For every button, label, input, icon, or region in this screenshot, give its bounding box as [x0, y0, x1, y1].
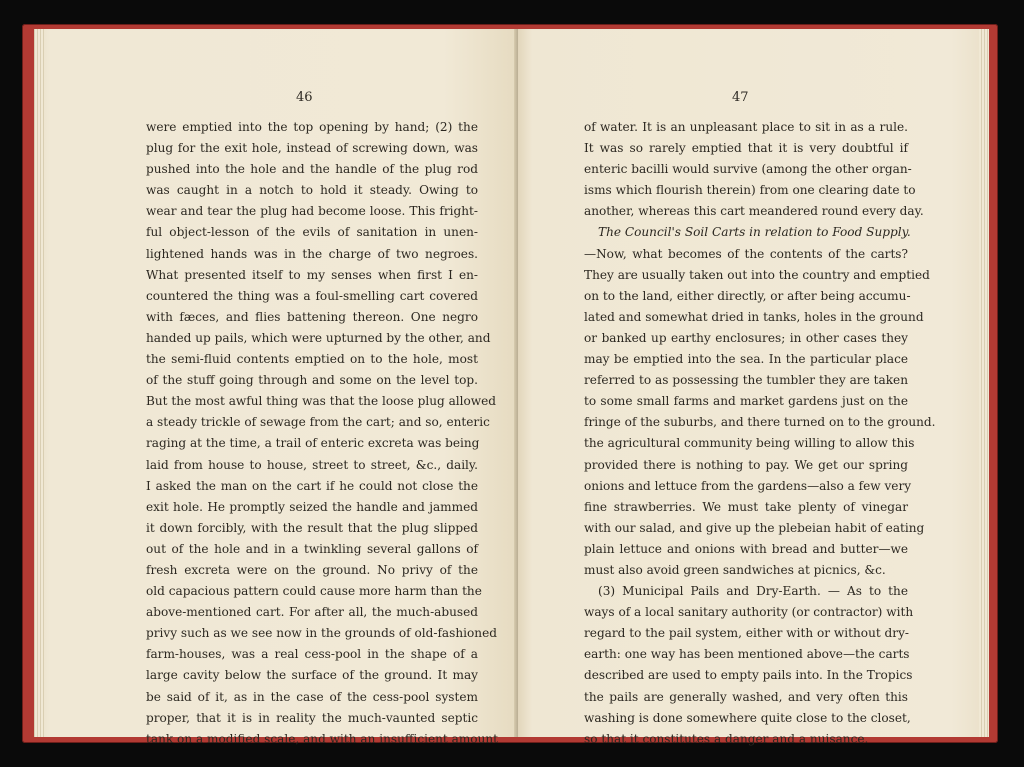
- text-line: described are used to empty pails into. In the Tropics: [584, 668, 913, 683]
- text-line: plain lettuce and onions with bread and butter—we: [584, 541, 908, 556]
- text-line: I asked the man on the cart if he could not close the: [146, 478, 478, 493]
- text-line: What presented itself to my senses when first I en-: [146, 267, 478, 282]
- section-heading: The Council's Soil Carts in relation to Food Supply.: [598, 225, 911, 240]
- text-line: large cavity below the surface of the ground. It may: [146, 668, 478, 683]
- text-line: tank on a modified scale, and with an insufficient amount: [146, 731, 499, 746]
- body-text: [146, 117, 499, 750]
- text-line: farm-houses, was a real cess-pool in the shape of a: [146, 647, 478, 662]
- text-line: provided there is nothing to pay. We get our spring: [584, 457, 908, 472]
- text-line: lated and somewhat dried in tanks, holes in the ground: [584, 309, 924, 324]
- text-line: washing is done somewhere quite close to the closet,: [584, 710, 911, 725]
- text-line: another, whereas this cart meandered round every day.: [584, 204, 924, 219]
- text-line: the pails are generally washed, and very often this: [584, 689, 908, 704]
- text-line: must also avoid green sandwiches at picnics, &c.: [584, 562, 886, 577]
- text-line: or banked up earthy enclosures; in other cases they: [584, 330, 908, 345]
- text-line: laid from house to house, street to street, &c., daily.: [146, 457, 478, 472]
- text-line: of water. It is an unpleasant place to sit in as a rule.: [584, 120, 908, 134]
- text-line: It was so rarely emptied that it is very doubtful if: [584, 141, 908, 156]
- body-text: [584, 117, 936, 750]
- text-line: referred to as possessing the tumbler they are taken: [584, 373, 908, 388]
- text-line: They are usually taken out into the country and emptied: [584, 267, 930, 282]
- text-line: fine strawberries. We must take plenty of vinegar: [584, 499, 908, 514]
- text-line: isms which flourish therein) from one clearing date to: [584, 183, 916, 198]
- text-line: wear and tear the plug had become loose. This fright-: [146, 204, 478, 219]
- text-line: privy such as we see now in the grounds of old-fashioned: [146, 626, 497, 641]
- text-line: plug for the exit hole, instead of screwing down, was: [146, 141, 478, 156]
- text-line: so that it constitutes a danger and a nuisance.: [584, 731, 869, 746]
- text-line: —Now, what becomes of the contents of the carts?: [584, 246, 908, 261]
- text-line: fringe of the suburbs, and there turned on to the ground.: [584, 415, 936, 430]
- page-number: 46: [296, 90, 313, 105]
- text-line: handed up pails, which were upturned by the other, and: [146, 330, 491, 345]
- page-edges: [34, 29, 44, 737]
- text-line: But the most awful thing was that the loose plug allowed: [146, 394, 497, 409]
- text-line: regard to the pail system, either with or without dry-: [584, 626, 910, 641]
- text-line: ful object-lesson of the evils of sanitation in unen-: [146, 225, 478, 240]
- text-line: a steady trickle of sewage from the cart; and so, enteric: [146, 415, 490, 430]
- text-line: out of the hole and in a twinkling several gallons of: [146, 541, 478, 556]
- text-line: were emptied into the top opening by hand; (2) the: [146, 120, 478, 134]
- text-line: pushed into the hole and the handle of the plug rod: [146, 162, 478, 177]
- text-line: proper, that it is in reality the much-vaunted septic: [146, 710, 478, 725]
- text-line: with our salad, and give up the plebeian habit of eating: [584, 520, 925, 535]
- text-line: fresh excreta were on the ground. No privy of the: [146, 562, 478, 577]
- right-page: [518, 29, 989, 746]
- text-line: lightened hands was in the charge of two negroes.: [146, 246, 478, 261]
- text-line: was caught in a notch to hold it steady. Owing to: [146, 183, 478, 198]
- text-line: with fæces, and flies battening thereon. One negro: [146, 309, 478, 324]
- text-line: ways of a local sanitary authority (or contractor) with: [584, 605, 914, 620]
- text-line: it down forcibly, with the result that the plug slipped: [146, 520, 478, 535]
- text-line: be said of it, as in the case of the cess-pool system: [146, 689, 478, 704]
- text-line: raging at the time, a trail of enteric excreta was being: [146, 436, 480, 451]
- text-line: enteric bacilli would survive (among the other organ-: [584, 162, 912, 177]
- text-line: old capacious pattern could cause more harm than the: [146, 584, 482, 599]
- page-number: 47: [732, 90, 749, 105]
- section-heading: (3) Municipal Pails and Dry-Earth. — As to the: [598, 584, 908, 599]
- text-line: on to the land, either directly, or after being accumu-: [584, 288, 911, 303]
- page-edges: [979, 29, 989, 737]
- left-page: [34, 29, 516, 746]
- text-line: above-mentioned cart. For after all, the much-abused: [146, 605, 478, 620]
- text-line: of the stuff going through and some on the level top.: [146, 373, 478, 388]
- text-line: the agricultural community being willing to allow this: [584, 436, 915, 451]
- text-line: exit hole. He promptly seized the handle and jammed: [146, 499, 478, 514]
- text-line: the semi-fluid contents emptied on to the hole, most: [146, 352, 478, 367]
- text-line: earth: one way has been mentioned above—the carts: [584, 647, 910, 662]
- text-line: countered the thing was a foul-smelling cart covered: [146, 288, 478, 303]
- text-line: may be emptied into the sea. In the particular place: [584, 352, 908, 367]
- text-line: to some small farms and market gardens just on the: [584, 394, 908, 409]
- text-line: onions and lettuce from the gardens—also a few very: [584, 478, 912, 493]
